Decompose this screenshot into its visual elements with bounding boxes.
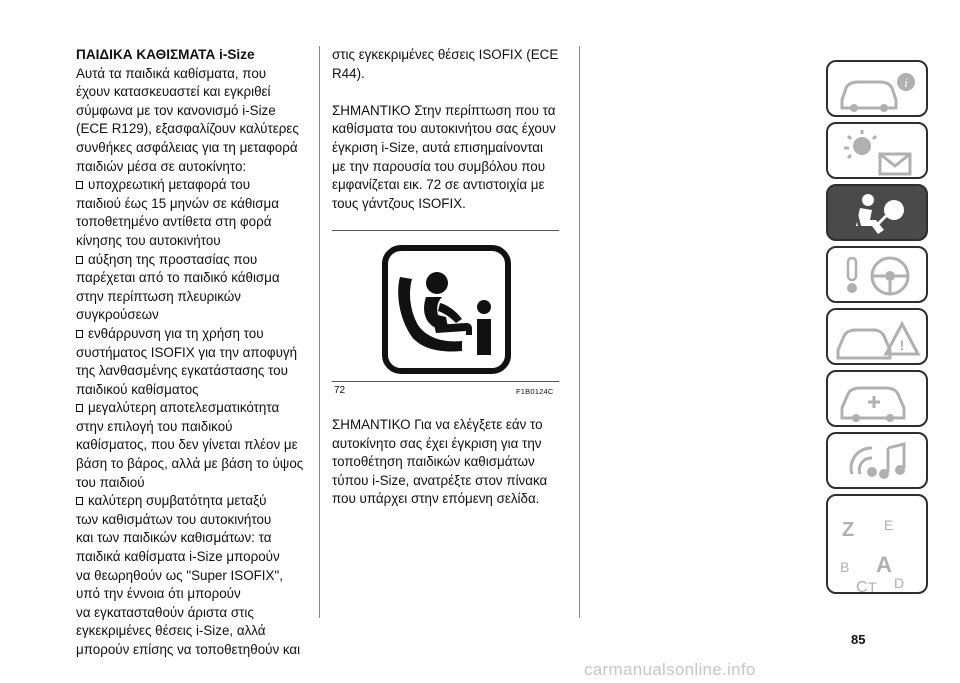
text-line: με την παρουσία του συμβόλου που <box>332 158 546 174</box>
warning-lights-icon <box>828 124 928 179</box>
text-line: μπορούν επίσης να τοποθετηθούν και <box>76 642 301 657</box>
column-divider <box>579 46 580 618</box>
index-letter: D <box>894 575 905 591</box>
text-line: παιδικού καθίσματος <box>76 381 199 397</box>
index-letter: Z <box>842 519 855 541</box>
text-line: αυτοκίνητο σας έχει έγκριση για την <box>332 435 542 451</box>
car-info-icon <box>828 62 928 117</box>
text-line: τοποθέτηση παιδικών καθισμάτων <box>332 454 535 470</box>
text-line: αύξηση της προστασίας που <box>88 251 258 267</box>
text-line: να θεωρηθούν ως "Super ISOFIX", <box>76 567 283 583</box>
text-line: υποχρεωτική μεταφορά του <box>88 177 251 193</box>
alphabet-index-icon <box>828 496 928 594</box>
text-line: παιδιών μέσα σε αυτοκίνητο: <box>76 158 247 174</box>
intro-paragraph <box>76 65 308 177</box>
index-letter: T <box>868 579 877 595</box>
text-line: μεγαλύτερη αποτελεσματικότητα <box>88 400 280 416</box>
multimedia-icon <box>828 434 928 489</box>
accident-warning-icon <box>828 310 928 365</box>
text-line: στις εγκεκριμένες θέσεις ISOFIX (ECE <box>332 47 559 62</box>
list-item <box>76 492 308 659</box>
bullet-list <box>76 176 308 659</box>
text-line: του παιδιού <box>76 474 145 490</box>
text-line: συστήματος ISOFIX για την αποφυγή <box>76 344 298 360</box>
important-note <box>332 102 568 214</box>
bullet-box-icon <box>76 404 83 412</box>
text-line: στην επιλογή του παιδικού <box>76 418 233 434</box>
figure-top-rule <box>332 230 559 231</box>
section-heading: ΠΑΙΔΙΚΑ ΚΑΘΙΣΜΑΤΑ i-Size <box>76 47 255 62</box>
tab-driving[interactable] <box>826 246 928 303</box>
seat-airbag-icon <box>828 186 928 241</box>
text-line: συγκρούσεων <box>76 307 159 323</box>
text-line: (ECE R129), εξασφαλίζουν καλύτερες <box>76 121 299 137</box>
tab-maintenance[interactable] <box>826 370 928 427</box>
index-letter: C <box>856 579 868 596</box>
tab-car-info[interactable] <box>826 60 928 117</box>
text-line: σύμφωνα με τον κανονισμό i-Size <box>76 102 276 118</box>
text-line: παιδικά καθίσματα i-Size μπορούν <box>76 549 280 565</box>
important-note-2 <box>332 416 568 509</box>
text-line: της λανθασμένης εγκατάστασης του <box>76 363 288 379</box>
text-line: και των παιδικών καθισμάτων: τα <box>76 530 272 546</box>
text-line: βάση το βάρος, αλλά με βάση το ύψος <box>76 456 304 472</box>
isize-seat-symbol-icon <box>382 245 511 374</box>
car-service-icon <box>828 372 928 427</box>
watermark: carmanualsonline.info <box>584 660 756 679</box>
bullet-box-icon <box>76 181 83 189</box>
text-line: τους γάντζους ISOFIX. <box>332 195 466 211</box>
text-line: παιδιού έως 15 μηνών σε κάθισμα <box>76 195 279 211</box>
text-line: R44). <box>332 65 365 81</box>
tab-safety[interactable] <box>826 184 928 241</box>
text-line: ΣΗΜΑΝΤΙΚΟ Στην περίπτωση που τα <box>332 102 556 118</box>
list-item <box>76 399 308 492</box>
left-column <box>76 46 308 660</box>
svg-text:i: i <box>904 75 908 90</box>
text-line: τύπου i-Size, ανατρέξτε στον πίνακα <box>332 472 548 488</box>
tab-index[interactable] <box>826 494 928 594</box>
text-line: εγκεκριμένες θέσεις i-Size, αλλά <box>76 623 266 639</box>
text-line: που υπάρχει στην επόμενη σελίδα. <box>332 491 540 507</box>
text-line: υπό την έννοια ότι μπορούν <box>76 586 241 602</box>
bullet-box-icon <box>76 497 83 505</box>
text-line: συνθήκες ασφάλειας για τη μεταφορά <box>76 139 298 155</box>
text-line: παρέχεται από το παιδικό κάθισμα <box>76 270 280 286</box>
text-line: καλύτερη συμβατότητα μεταξύ <box>88 493 267 509</box>
bullet-box-icon <box>76 256 83 264</box>
text-line: καθίσματος, που δεν γίνεται πλέον με <box>76 437 298 453</box>
text-line: στην περίπτωση πλευρικών <box>76 288 241 304</box>
index-letter: A <box>876 552 892 577</box>
tab-lights-warnings[interactable] <box>826 122 928 179</box>
index-letter: B <box>840 559 850 575</box>
column-divider <box>319 46 320 618</box>
tab-emergency[interactable] <box>826 308 928 365</box>
list-item <box>76 176 308 250</box>
text-line: έχουν κατασκευαστεί και εγκριθεί <box>76 84 271 100</box>
svg-text:!: ! <box>899 337 905 353</box>
index-letter: E <box>884 517 894 533</box>
text-line: Αυτά τα παιδικά καθίσματα, που <box>76 65 267 81</box>
list-item <box>76 251 308 325</box>
figure-number: 72 <box>334 385 346 396</box>
text-line: εμφανίζεται εικ. 72 σε αντιστοιχία με <box>332 177 545 193</box>
bullet-box-icon <box>76 330 83 338</box>
text-line: καθίσματα του αυτοκινήτου σας έχουν <box>332 121 556 137</box>
tab-multimedia[interactable] <box>826 432 928 489</box>
steering-wheel-icon <box>828 248 928 303</box>
text-line: ΣΗΜΑΝΤΙΚΟ Για να ελέγξετε εάν το <box>332 417 543 432</box>
text-line: να εγκατασταθούν άριστα στις <box>76 604 254 620</box>
text-line: των καθισμάτων του αυτοκινήτου <box>76 511 272 527</box>
list-item <box>76 325 308 399</box>
text-line: τοποθετημένο αντίθετα στη φορά <box>76 214 272 230</box>
text-line: κίνησης του αυτοκινήτου <box>76 232 221 248</box>
figure-bottom-rule <box>332 381 559 382</box>
text-line: ενθάρρυνση για τη χρήση του <box>88 325 264 341</box>
figure-code: F1B0124C <box>516 387 554 396</box>
page-number: 85 <box>851 632 866 647</box>
right-column <box>332 46 568 213</box>
text-line: έγκριση i-Size, αυτά επισημαίνονται <box>332 139 543 155</box>
